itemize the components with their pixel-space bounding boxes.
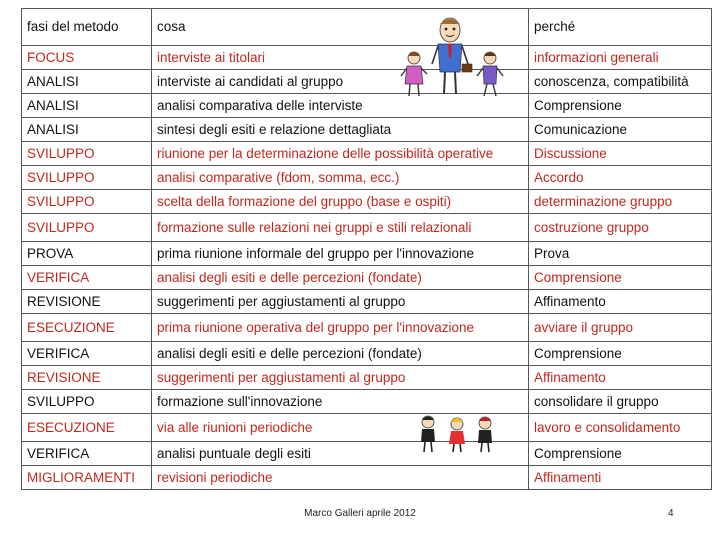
cell-fase: ESECUZIONE [22, 414, 152, 442]
table-row [22, 214, 712, 242]
cell-fase: MIGLIORAMENTI [22, 466, 152, 490]
cell-perche: Comprensione [529, 266, 712, 290]
cell-perche: Comprensione [529, 94, 712, 118]
business-people-clipart [398, 14, 508, 100]
cell-fase: SVILUPPO [22, 214, 152, 242]
cell-cosa: via alle riunioni periodiche [152, 414, 529, 442]
woman-figure-icon [401, 52, 427, 96]
table-row [22, 46, 712, 70]
cell-perche: Discussione [529, 142, 712, 166]
cell-perche: informazioni generali [529, 46, 712, 70]
table-row [22, 142, 712, 166]
person-left-icon [421, 416, 435, 452]
cell-fase: SVILUPPO [22, 142, 152, 166]
table-row [22, 166, 712, 190]
cell-perche: conoscenza, compatibilità [529, 70, 712, 94]
cell-cosa: analisi degli esiti e delle percezioni (fondate) [152, 266, 529, 290]
cell-perche: Comprensione [529, 342, 712, 366]
table-row [22, 414, 712, 442]
person-center-icon [449, 418, 465, 452]
cell-cosa: analisi comparativa delle interviste [152, 94, 529, 118]
page-number: 4 [668, 508, 674, 519]
cell-perche: determinazione gruppo [529, 190, 712, 214]
cell-perche: Comunicazione [529, 118, 712, 142]
table-row [22, 266, 712, 290]
cell-fase: SVILUPPO [22, 390, 152, 414]
cell-fase: ESECUZIONE [22, 314, 152, 342]
person-right-icon [478, 417, 492, 452]
table-row [22, 442, 712, 466]
group-people-clipart [414, 412, 500, 454]
cell-perche: Prova [529, 242, 712, 266]
cell-fase: ANALISI [22, 118, 152, 142]
cell-perche: avviare il gruppo [529, 314, 712, 342]
cell-cosa: analisi comparative (fdom, somma, ecc.) [152, 166, 529, 190]
cell-fase: FOCUS [22, 46, 152, 70]
table-row [22, 242, 712, 266]
cell-fase: VERIFICA [22, 266, 152, 290]
table-row [22, 190, 712, 214]
cell-fase: SVILUPPO [22, 190, 152, 214]
cell-cosa: formazione sull'innovazione [152, 390, 529, 414]
header-cosa: cosa [152, 9, 529, 46]
cell-fase: ANALISI [22, 70, 152, 94]
cell-cosa: suggerimenti per aggiustamenti al gruppo [152, 290, 529, 314]
cell-cosa: prima riunione informale del gruppo per l'innovazione [152, 242, 529, 266]
cell-cosa: prima riunione operativa del gruppo per l'innovazione [152, 314, 529, 342]
cell-cosa: interviste ai candidati al gruppo [152, 70, 529, 94]
cell-perche: lavoro e consolidamento [529, 414, 712, 442]
cell-cosa: sintesi degli esiti e relazione dettagliata [152, 118, 529, 142]
cell-cosa: analisi puntuale degli esiti [152, 442, 529, 466]
table-header-row [22, 9, 712, 46]
footer-author: Marco Galleri aprile 2012 [304, 508, 416, 519]
table-row [22, 290, 712, 314]
table-row [22, 70, 712, 94]
cell-fase: VERIFICA [22, 342, 152, 366]
cell-fase: ANALISI [22, 94, 152, 118]
cell-cosa: interviste ai titolari [152, 46, 529, 70]
table-row [22, 94, 712, 118]
cell-cosa: formazione sulle relazioni nei gruppi e stili relazionali [152, 214, 529, 242]
header-fasi: fasi del metodo [22, 9, 152, 46]
cell-perche: consolidare il gruppo [529, 390, 712, 414]
cell-fase: PROVA [22, 242, 152, 266]
table-row [22, 366, 712, 390]
cell-perche: Affinamenti [529, 466, 712, 490]
table-row [22, 390, 712, 414]
cell-perche: costruzione gruppo [529, 214, 712, 242]
cell-perche: Comprensione [529, 442, 712, 466]
cell-fase: VERIFICA [22, 442, 152, 466]
cell-fase: REVISIONE [22, 366, 152, 390]
cell-cosa: suggerimenti per aggiustamenti al gruppo [152, 366, 529, 390]
table-row [22, 118, 712, 142]
table-row [22, 342, 712, 366]
man-figure-icon [432, 18, 472, 94]
header-perche: perché [529, 9, 712, 46]
cell-perche: Accordo [529, 166, 712, 190]
cell-fase: REVISIONE [22, 290, 152, 314]
cell-cosa: revisioni periodiche [152, 466, 529, 490]
cell-fase: SVILUPPO [22, 166, 152, 190]
methods-table [21, 8, 712, 490]
cell-perche: Affinamento [529, 366, 712, 390]
table-row [22, 466, 712, 490]
man-figure-small-icon [477, 52, 503, 96]
cell-cosa: scelta della formazione del gruppo (base e ospiti) [152, 190, 529, 214]
cell-perche: Affinamento [529, 290, 712, 314]
cell-cosa: analisi degli esiti e delle percezioni (fondate) [152, 342, 529, 366]
cell-cosa: riunione per la determinazione delle possibilità operative [152, 142, 529, 166]
table-row [22, 314, 712, 342]
